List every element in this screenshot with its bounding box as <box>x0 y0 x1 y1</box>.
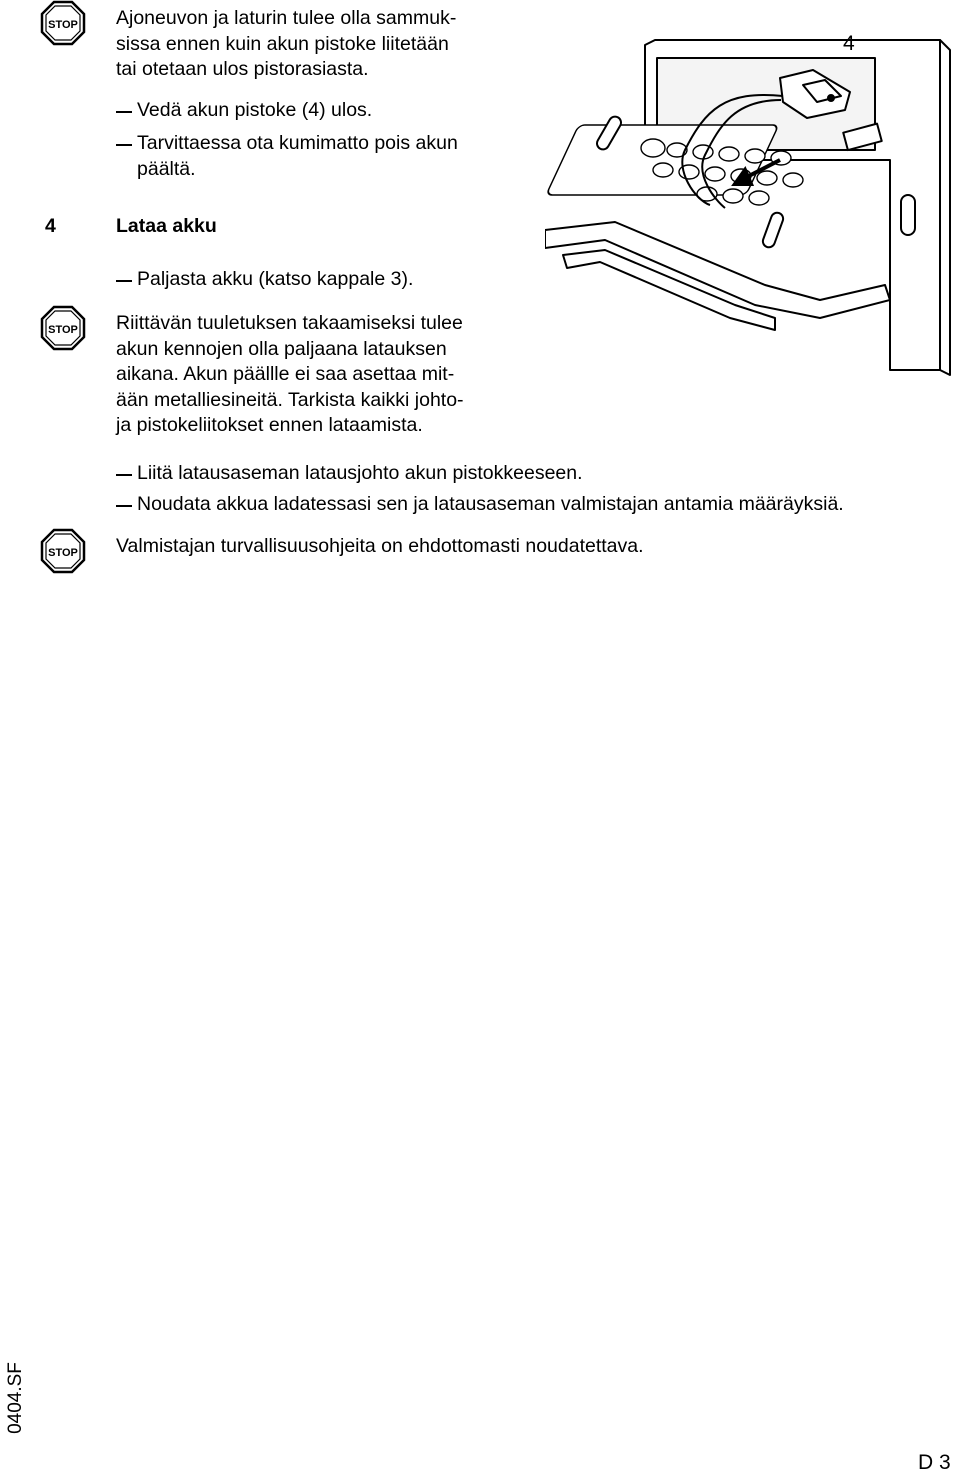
document-code: 0404.SF <box>5 1362 26 1434</box>
step-text: Paljasta akku (katso kappale 3). <box>137 268 414 290</box>
warning-text: Ajoneuvon ja laturin tulee olla sammuk- sissa ennen kuin akun pistoke liitetään tai otetaan ulos pistorasiasta. <box>116 7 457 80</box>
svg-text:STOP: STOP <box>48 19 78 31</box>
warning-text: Riittävän tuuletuksen takaamiseksi tulee akun kennojen olla paljaana latauksen aikana. Akun päällle ei saa asettaa mit- ään metalliesineitä. Tarkista kaikki johto- ja pistokeliitokset ennen lataamista. <box>116 312 464 436</box>
step-text: Noudata akkua ladatessasi sen ja latausaseman valmistajan antamia määräyksiä. <box>137 493 844 515</box>
dash-bullet <box>116 474 132 476</box>
dash-bullet <box>116 280 132 282</box>
dash-bullet <box>116 144 132 146</box>
page-number: D 3 <box>918 1451 951 1474</box>
warning-text: Valmistajan turvallisuusohjeita on ehdottomasti noudatettava. <box>116 535 644 557</box>
section-number: 4 <box>45 215 56 237</box>
step-text: Vedä akun pistoke (4) ulos. <box>137 99 373 121</box>
step-text: Liitä latausaseman latausjohto akun pistokkeeseen. <box>137 462 583 484</box>
dash-bullet <box>116 505 132 507</box>
stop-sign-icon <box>40 528 86 574</box>
figure-callout: 4 <box>843 32 855 55</box>
battery-connector-illustration <box>545 0 960 415</box>
step-text: Tarvittaessa ota kumimatto pois akun päältä. <box>137 132 458 180</box>
stop-sign-icon <box>40 305 86 351</box>
dash-bullet <box>116 111 132 113</box>
section-title: Lataa akku <box>116 215 217 237</box>
svg-text:STOP: STOP <box>48 547 78 559</box>
stop-sign-icon <box>40 0 86 46</box>
svg-text:STOP: STOP <box>48 324 78 336</box>
